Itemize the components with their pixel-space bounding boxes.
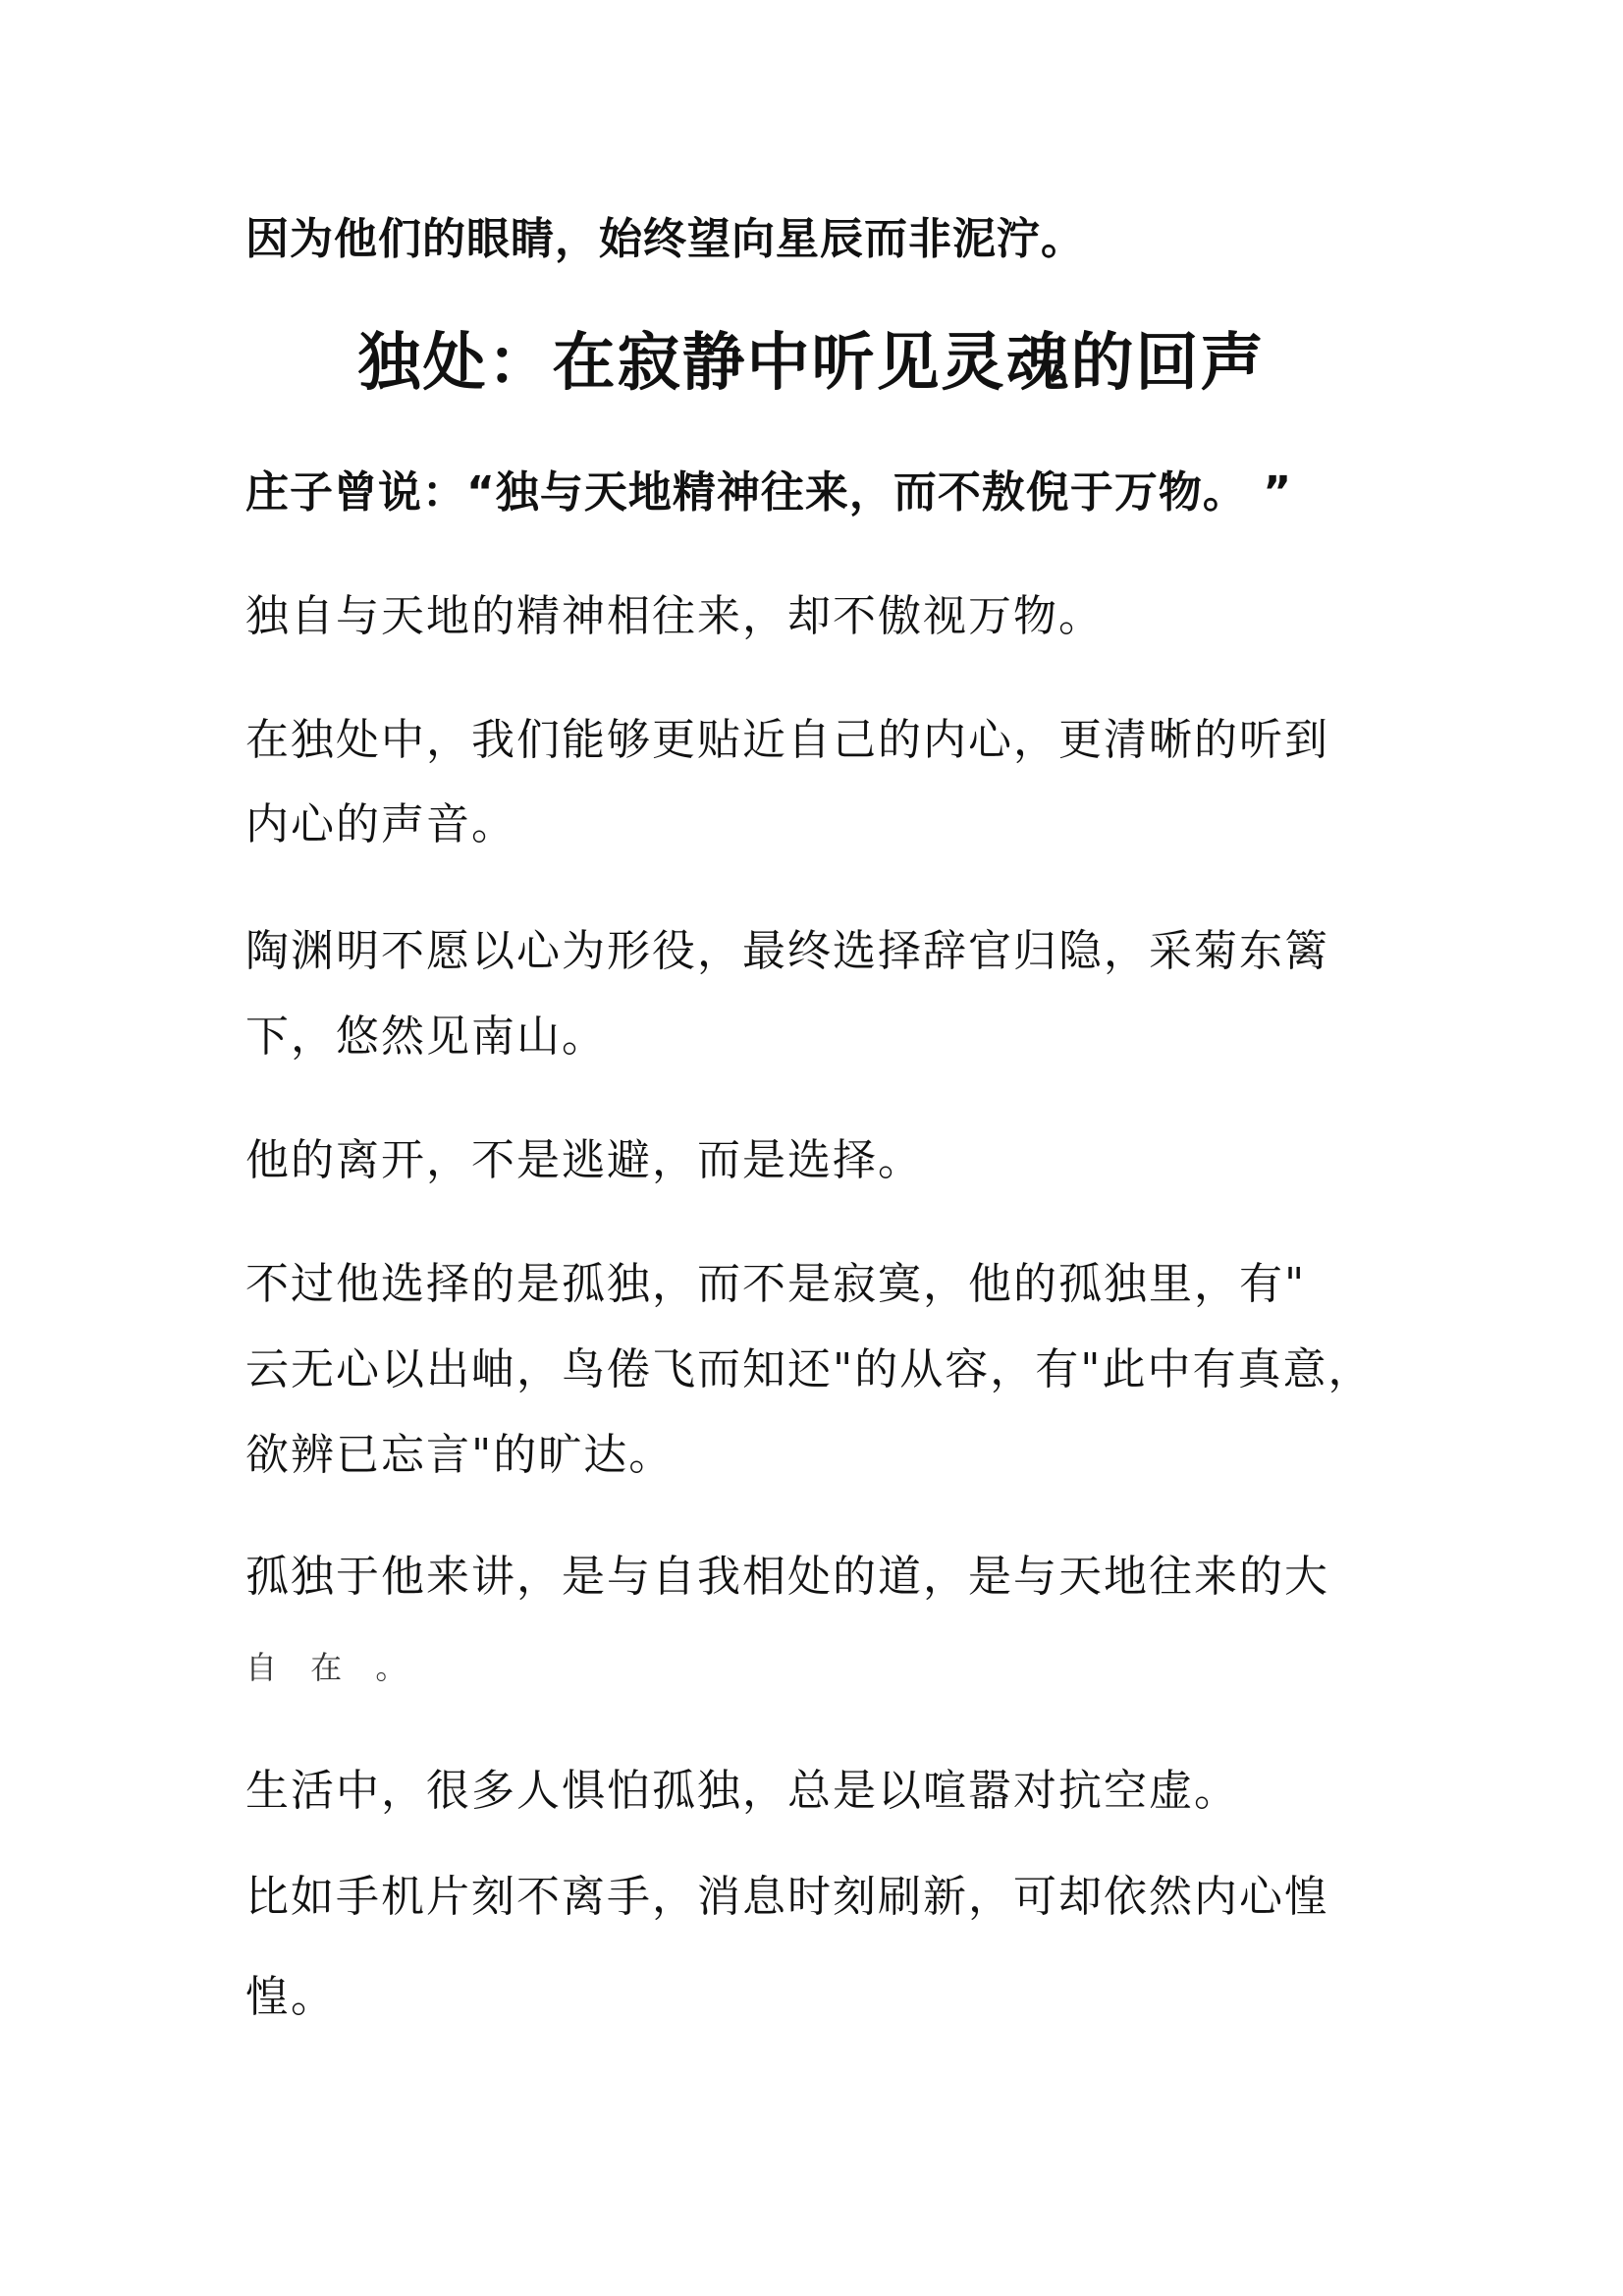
paragraph-line: 惶。 — [245, 1972, 336, 2022]
paragraph-line: 陶渊明不愿以心为形役，最终选择辞官归隐，采菊东篱 — [245, 926, 1329, 976]
quote-line: 庄子曾说：“独与天地精神往来，而不敖倪于万物。 ” — [245, 467, 1293, 518]
intro-line: 因为他们的眼睛，始终望向星辰而非泥泞。 — [245, 214, 1085, 264]
paragraph-line: 生活中，很多人惧怕孤独，总是以喧嚣对抗空虚。 — [245, 1766, 1239, 1816]
paragraph-line: 云无心以出岫，鸟倦飞而知还"的从容，有"此中有真意， — [245, 1344, 1374, 1394]
paragraph-line: 内心的声音。 — [245, 799, 516, 849]
paragraph-line: 欲辨已忘言"的旷达。 — [245, 1430, 675, 1480]
paragraph-line: 比如手机片刻不离手，消息时刻刷新，可却依然内心惶 — [245, 1872, 1329, 1922]
paragraph-line: 在独处中，我们能够更贴近自己的内心，更清晰的听到 — [245, 715, 1329, 765]
paragraph-line: 独自与天地的精神相往来，却不傲视万物。 — [245, 591, 1104, 641]
paragraph-line: 孤独于他来讲，是与自我相处的道，是与天地往来的大 — [245, 1552, 1329, 1602]
paragraph-line: 他的离开，不是逃避，而是选择。 — [245, 1135, 923, 1185]
paragraph-line: 下，悠然见南山。 — [245, 1011, 607, 1062]
paragraph-line: 不过他选择的是孤独，而不是寂寞，他的孤独里，有" — [245, 1259, 1307, 1309]
section-heading: 独处：在寂静中听见灵魂的回声 — [357, 327, 1266, 400]
paragraph-line: 自 在 。 — [245, 1649, 419, 1686]
